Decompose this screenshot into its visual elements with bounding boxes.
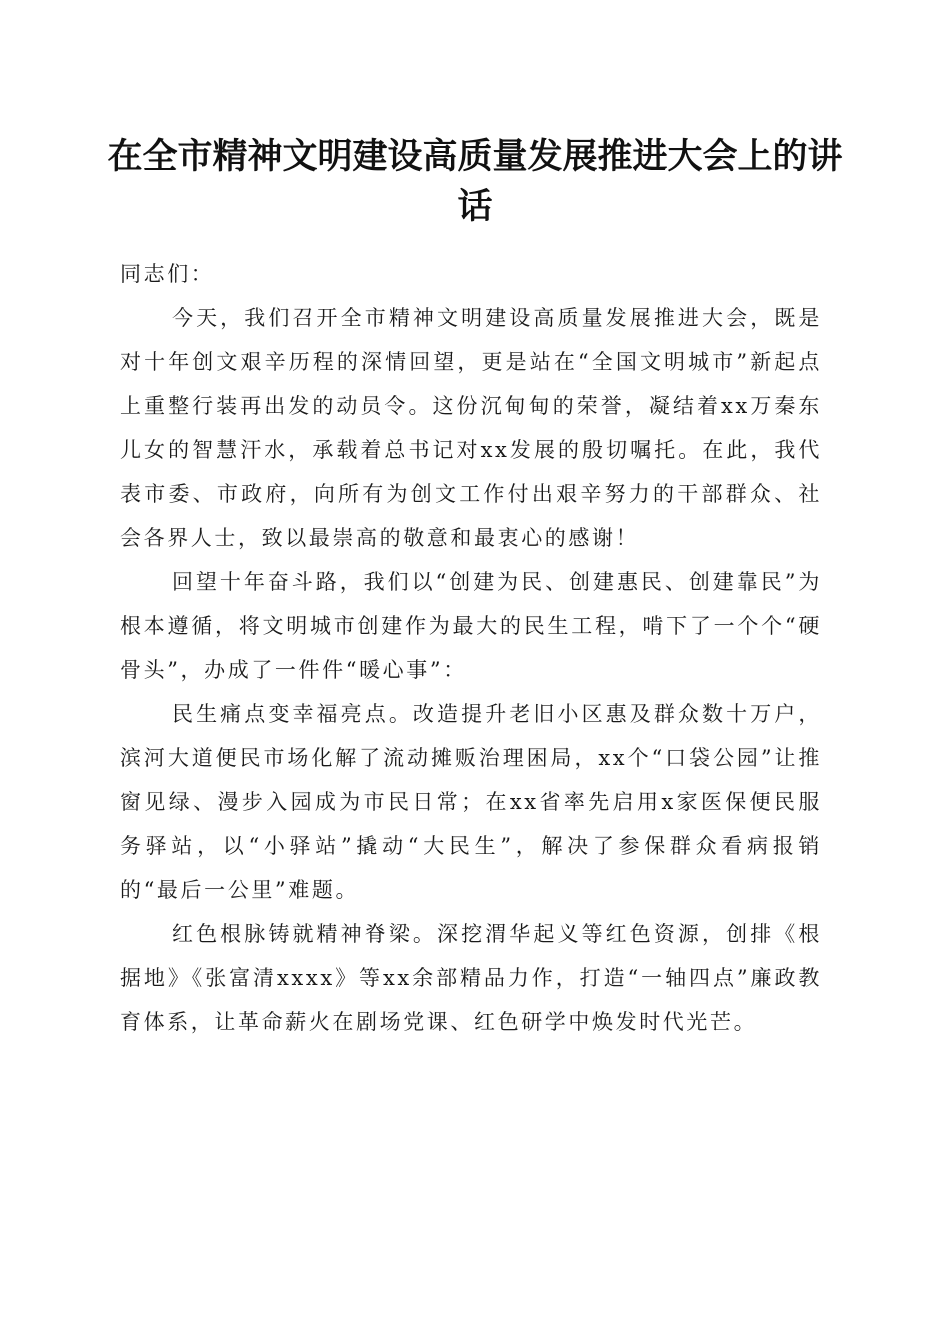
- salutation: 同志们：: [120, 262, 215, 286]
- paragraph: 红色根脉铸就精神脊梁。深挖渭华起义等红色资源，创排《根据地》《张富清xxxx》等xx余部精品力作，打造“一轴四点”廉政教育体系，让革命薪火在剧场党课、红色研学中焕发时代光芒。: [120, 922, 822, 1034]
- paragraph: 民生痛点变幸福亮点。改造提升老旧小区惠及群众数十万户，滨河大道便民市场化解了流动摊贩治理困局，xx个“口袋公园”让推窗见绿、漫步入园成为市民日常；在xx省率先启用x家医保便民服务驿站，以“小驿站”撬动“大民生”，解决了参保群众看病报销的“最后一公里”难题。: [120, 702, 822, 902]
- document-body: [120, 252, 822, 1044]
- paragraph: 今天，我们召开全市精神文明建设高质量发展推进大会，既是对十年创文艰辛历程的深情回望，更是站在“全国文明城市”新起点上重整行装再出发的动员令。这份沉甸甸的荣誉，凝结着xx万秦东儿女的智慧汗水，承载着总书记对xx发展的殷切嘱托。在此，我代表市委、市政府，向所有为创文工作付出艰辛努力的干部群众、社会各界人士，致以最崇高的敬意和最衷心的感谢！: [120, 306, 823, 550]
- paragraph: 回望十年奋斗路，我们以“创建为民、创建惠民、创建靠民”为根本遵循，将文明城市创建作为最大的民生工程，啃下了一个个“硬骨头”，办成了一件件“暖心事”：: [120, 570, 822, 682]
- document-title: 在全市精神文明建设高质量发展推进大会上的讲话: [107, 136, 843, 227]
